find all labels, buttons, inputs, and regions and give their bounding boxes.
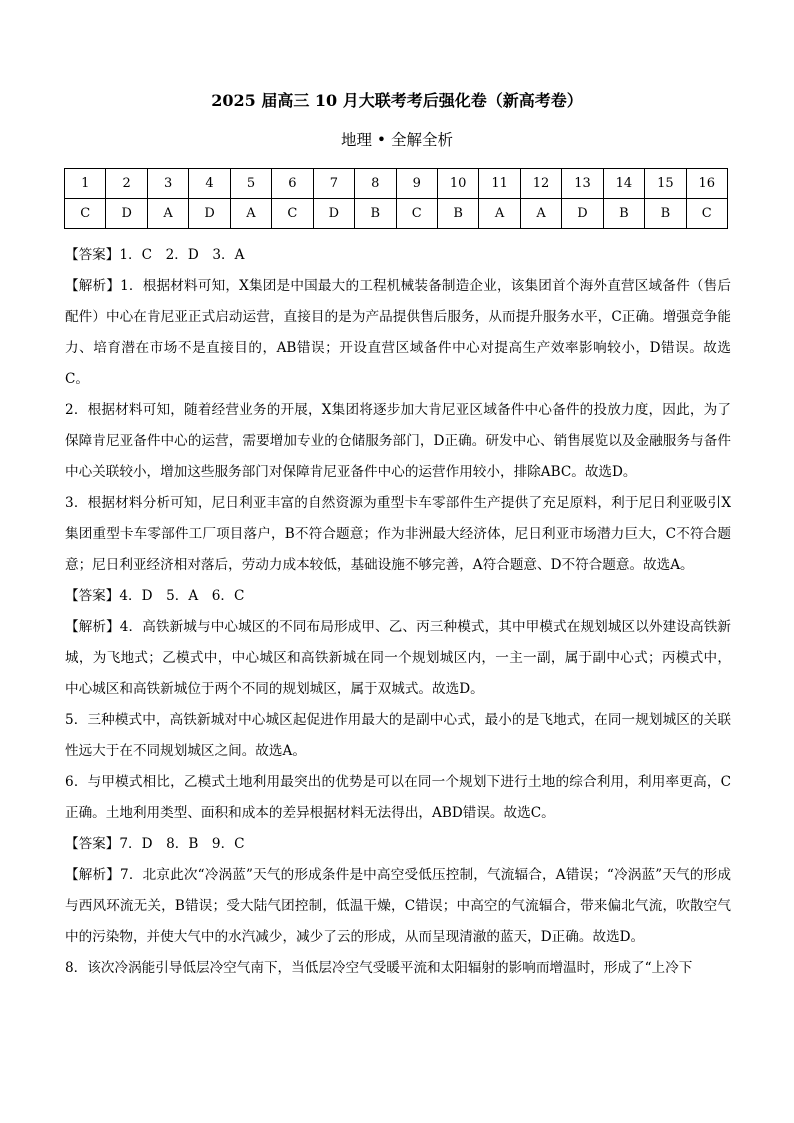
answer-cell: D [562, 199, 603, 229]
explanation-body [65, 240, 731, 984]
explanation-paragraph: 6．与甲模式相比，乙模式土地利用最突出的优势是可以在同一个规划下进行土地的综合利用，利用率更高，C正确。土地利用类型、面积和成本的差异根据材料无法得出，ABD错误。故选C。 [65, 774, 731, 821]
answer-cell: B [355, 199, 396, 229]
question-number-cell: 16 [686, 169, 727, 199]
question-number-cell: 12 [520, 169, 561, 199]
answer-cell: B [437, 199, 478, 229]
answer-table-numbers-row [65, 169, 728, 199]
question-number-cell: 11 [479, 169, 520, 199]
answer-cell: C [272, 199, 313, 229]
answer-cell: A [230, 199, 271, 229]
question-number-cell: 7 [313, 169, 354, 199]
answer-summary: 【答案】7．D 8．B 9．C [65, 836, 245, 852]
page-subtitle: 地理 • 全解全析 [341, 131, 453, 149]
question-number-cell: 13 [562, 169, 603, 199]
question-number-cell: 4 [189, 169, 230, 199]
question-number-cell: 1 [65, 169, 106, 199]
answer-cell: A [147, 199, 188, 229]
answer-cell: D [106, 199, 147, 229]
answer-summary: 【答案】1．C 2．D 3．A [65, 247, 245, 263]
explanation-paragraph: 【解析】7．北京此次“冷涡蓝”天气的形成条件是中高空受低压控制，气流辐合，A错误；“冷涡蓝”天气的形成与西风环流无关，B错误；受大陆气团控制，低温干燥，C错误；中高空的气流辐合，带来偏北气流，吹散空气中的污染物，并使大气中的水汽减少，减少了云的形成，从而呈现清澈的蓝天，D正确。故选D。 [65, 867, 731, 945]
question-number-cell: 14 [603, 169, 644, 199]
answer-cell: C [686, 199, 727, 229]
answer-cell: C [396, 199, 437, 229]
explanation-paragraph: 【解析】1．根据材料可知，X集团是中国最大的工程机械装备制造企业，该集团首个海外直营区域备件（售后配件）中心在肯尼亚正式启动运营，直接目的是为产品提供售后服务，从而提升服务水平，C正确。增强竞争能力、培育潜在市场不是直接目的，AB错误；开设直营区域备件中心对提高生产效率影响较小，D错误。故选C。 [65, 278, 731, 387]
explanation-paragraph: 3．根据材料分析可知，尼日利亚丰富的自然资源为重型卡车零部件生产提供了充足原料，利于尼日利亚吸引X集团重型卡车零部件工厂项目落户，B不符合题意；作为非洲最大经济体，尼日利亚市场潜力巨大，C不符合题意；尼日利亚经济相对落后，劳动力成本较低，基础设施不够完善，A符合题意、D不符合题意。故选A。 [65, 495, 731, 573]
question-number-cell: 15 [645, 169, 686, 199]
answer-table [64, 168, 728, 229]
answer-cell: C [65, 199, 106, 229]
question-number-cell: 6 [272, 169, 313, 199]
answer-table-answers-row [65, 199, 728, 229]
explanation-paragraph: 5．三种模式中，高铁新城对中心城区起促进作用最大的是副中心式，最小的是飞地式，在同一规划城区的关联性远大于在不同规划城区之间。故选A。 [65, 712, 731, 759]
answer-cell: A [520, 199, 561, 229]
answer-cell: B [603, 199, 644, 229]
answer-cell: A [479, 199, 520, 229]
question-number-cell: 8 [355, 169, 396, 199]
page-title: 2025 届高三 10 月大联考考后强化卷（新高考卷） [211, 91, 583, 110]
explanation-paragraph: 2．根据材料可知，随着经营业务的开展，X集团将逐步加大肯尼亚区域备件中心备件的投放力度，因此，为了保障肯尼亚备件中心的运营，需要增加专业的仓储服务部门，D正确。研发中心、销售展览以及金融服务与备件中心关联较小，增加这些服务部门对保障肯尼亚备件中心的运营作用较小，排除ABC。故选D。 [65, 402, 731, 480]
question-number-cell: 10 [437, 169, 478, 199]
answer-summary: 【答案】4．D 5．A 6．C [65, 588, 245, 604]
question-number-cell: 3 [147, 169, 188, 199]
answer-cell: D [313, 199, 354, 229]
explanation-paragraph: 【解析】4．高铁新城与中心城区的不同布局形成甲、乙、丙三种模式，其中甲模式在规划城区以外建设高铁新城，为飞地式；乙模式中，中心城区和高铁新城在同一个规划城区内，一主一副，属于副中心式；丙模式中，中心城区和高铁新城位于两个不同的规划城区，属于双城式。故选D。 [65, 619, 731, 697]
answer-cell: B [645, 199, 686, 229]
question-number-cell: 5 [230, 169, 271, 199]
question-number-cell: 2 [106, 169, 147, 199]
explanation-paragraph: 8．该次冷涡能引导低层冷空气南下，当低层冷空气受暖平流和太阳辐射的影响而增温时，形成了“上冷下 [65, 960, 693, 976]
question-number-cell: 9 [396, 169, 437, 199]
answer-cell: D [189, 199, 230, 229]
